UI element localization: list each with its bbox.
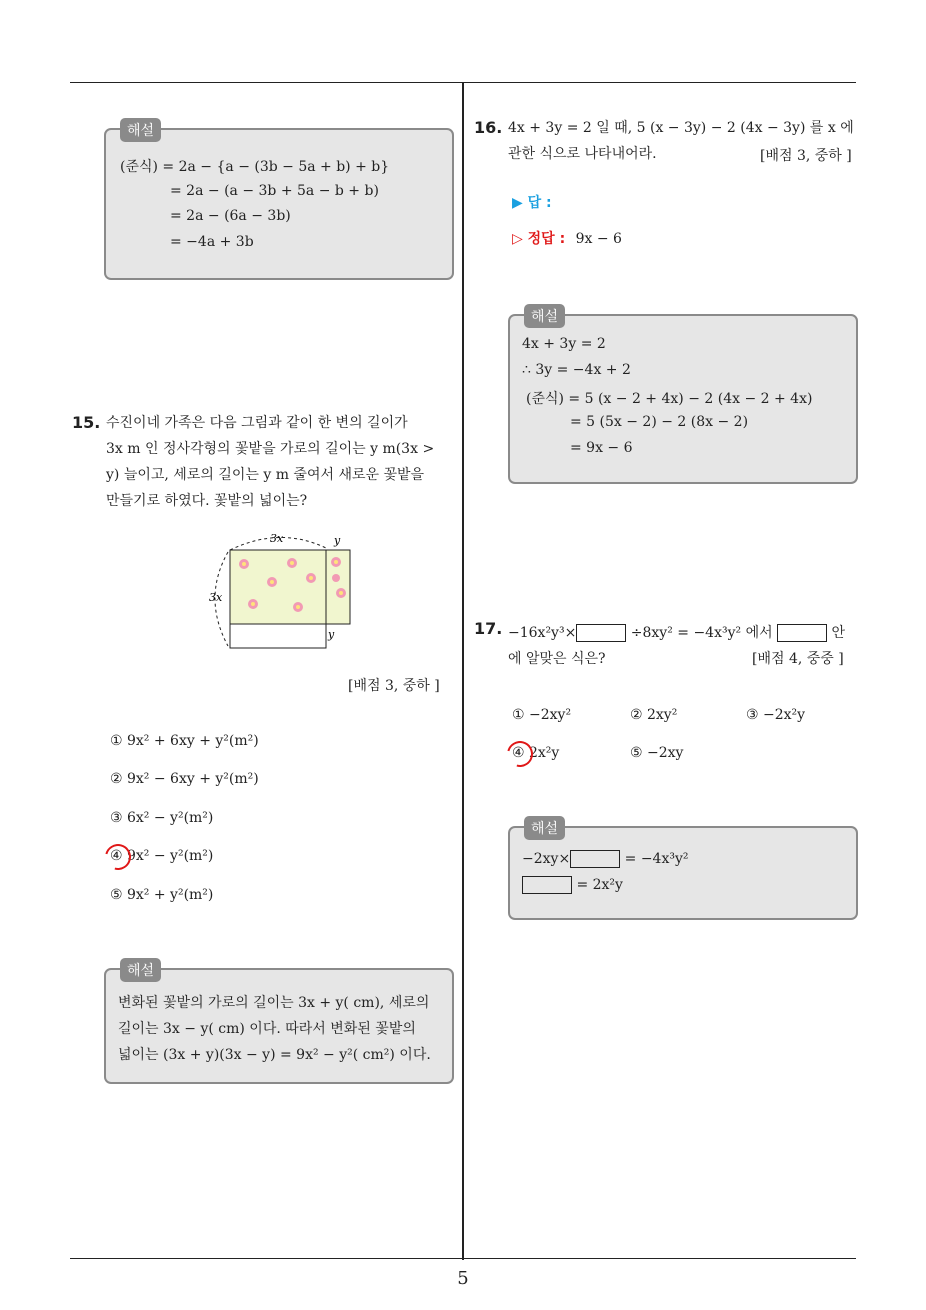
solution-line: 변화된 꽃밭의 가로의 길이는 3x + y( cm), 세로의	[118, 995, 430, 1011]
solution-line	[522, 876, 623, 894]
solution-line: = 2a − (6a − 3b)	[170, 208, 291, 224]
answer-blank	[777, 624, 827, 642]
solution-box-16	[508, 309, 858, 484]
choice-1[interactable]: ① 9x² + 6xy + y²(m²)	[110, 733, 259, 749]
answer-label: ▶ 답 :	[512, 195, 552, 211]
choice-4[interactable]: ④ 2x²y	[512, 745, 560, 761]
solution-text: = −4x³y²	[624, 851, 689, 867]
score-label-16: [배점 3, 중하 ]	[760, 148, 852, 164]
choice-5[interactable]: ⑤ −2xy	[630, 745, 684, 761]
correct-answer-circle	[502, 736, 538, 772]
solution-line: 길이는 3x − y( cm) 이다. 따라서 변화된 꽃밭의	[118, 1021, 416, 1037]
solution-line: (준식) = 2a − {a − (3b − 5a + b) + b}	[120, 159, 390, 175]
solution-tag: 해설	[524, 816, 565, 840]
solution-text: = 2x²y	[576, 877, 623, 893]
solution-box-14	[104, 123, 454, 280]
question-text-line: 수진이네 가족은 다음 그림과 같이 한 변의 길이가	[106, 415, 408, 431]
answer-blank	[522, 876, 572, 894]
solution-tag: 해설	[120, 958, 161, 982]
question-text-line: 만들기로 하였다. 꽃밭의 넓이는?	[106, 493, 308, 509]
question-text-line: 4x + 3y = 2 일 때, 5 (x − 3y) − 2 (4x − 3y) 를 x 에	[508, 120, 854, 136]
question-text-line: y) 늘이고, 세로의 길이는 y m 줄여서 새로운 꽃밭을	[106, 467, 425, 483]
correct-answer-value: 9x − 6	[575, 231, 622, 247]
label-right-y: y	[328, 628, 335, 641]
solution-line: = 9x − 6	[570, 440, 633, 456]
choice-5[interactable]: ⑤ 9x² + y²(m²)	[110, 887, 214, 903]
question-text-part: ÷8xy² = −4x³y² 에서	[630, 625, 773, 641]
label-top-y: y	[334, 534, 341, 547]
question-number-17: 17.	[474, 619, 503, 638]
solution-line: (준식) = 5 (x − 2 + 4x) − 2 (4x − 2 + 4x)	[526, 391, 813, 407]
page-number: 5	[457, 1268, 469, 1289]
solution-line: = 5 (5x − 2) − 2 (8x − 2)	[570, 414, 749, 430]
solution-line: 넓이는 (3x + y)(3x − y) = 9x² − y²( cm²) 이다.	[118, 1047, 431, 1063]
score-label-15: [배점 3, 중하 ]	[348, 678, 440, 694]
solution-line: = −4a + 3b	[170, 234, 254, 250]
choice-2[interactable]: ② 9x² − 6xy + y²(m²)	[110, 771, 259, 787]
answer-blank	[570, 850, 620, 868]
correct-answer-row	[512, 228, 622, 248]
score-label-17: [배점 4, 중중 ]	[752, 651, 844, 667]
flower-garden-figure	[200, 530, 360, 655]
column-divider	[462, 82, 464, 1260]
correct-answer-label: ▷ 정답 :	[512, 231, 566, 247]
choice-4[interactable]: ④ 9x² − y²(m²)	[110, 848, 214, 864]
solution-line: ∴ 3y = −4x + 2	[522, 362, 631, 378]
solution-line	[522, 850, 689, 868]
question-15-text	[106, 410, 456, 514]
question-text-part: −16x²y³×	[508, 625, 577, 641]
answer-blank	[576, 624, 626, 642]
solution-line: 4x + 3y = 2	[522, 336, 606, 352]
solution-box-17	[508, 821, 858, 920]
correct-answer-circle	[100, 839, 136, 875]
question-text-line: 3x m 인 정사각형의 꽃밭을 가로의 길이는 y m(3x >	[106, 441, 435, 457]
question-number-16: 16.	[474, 118, 503, 137]
solution-line: = 2a − (a − 3b + 5a − b + b)	[170, 183, 379, 199]
question-17-line-2: 에 알맞은 식은?	[508, 651, 606, 667]
question-number-15: 15.	[72, 413, 101, 432]
choice-3[interactable]: ③ 6x² − y²(m²)	[110, 810, 214, 826]
question-text-part: 안	[831, 625, 846, 641]
question-17-line-1	[508, 622, 845, 642]
label-left-3x: 3x	[209, 591, 223, 604]
choice-2[interactable]: ② 2xy²	[630, 707, 678, 723]
solution-tag: 해설	[120, 118, 161, 142]
solution-text: −2xy×	[522, 851, 571, 867]
bottom-rule	[70, 1258, 856, 1259]
choice-1[interactable]: ① −2xy²	[512, 707, 572, 723]
question-text-line: 관한 식으로 나타내어라.	[508, 146, 657, 162]
choice-3[interactable]: ③ −2x²y	[746, 707, 806, 723]
solution-tag: 해설	[524, 304, 565, 328]
label-top-3x: 3x	[270, 532, 284, 545]
solution-box-15	[104, 963, 454, 1084]
